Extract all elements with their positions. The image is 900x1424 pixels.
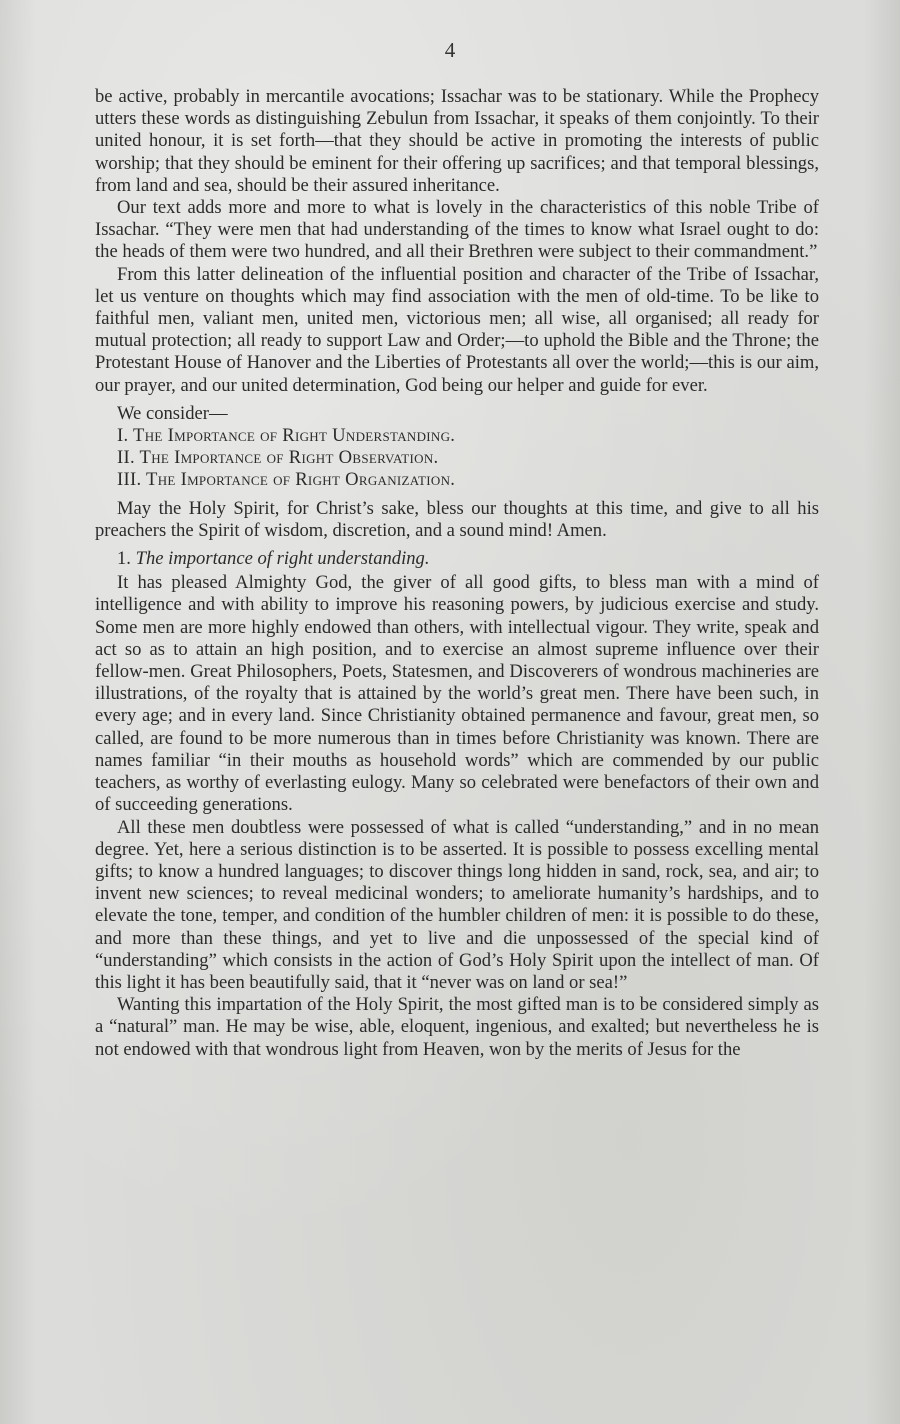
section-heading xyxy=(95,548,819,570)
outline-intro: We consider— xyxy=(117,402,228,424)
paragraph-issachar-zebulun: be active, probably in mercantile avocations; Issachar was to be stationary. While the Prophecy utters these words as distinguishing Zebulun from Issachar, it speaks of them conjointly. To their united honour, it is set forth—that they should be active in promoting the interests of public worship; that they should be eminent for their offering up sacrifices; and that temporal blessings, from land and sea, should be their assured inheritance. xyxy=(95,86,819,196)
section-title: The importance of right understanding. xyxy=(135,548,430,570)
paragraph-understanding: All these men doubtless were possessed of what is called “understanding,” and in no mean degree. Yet, here a serious distinction is to be asserted. It is possible to possess excelling mental gifts; to know a hundred languages; to discover things long hidden in sand, rock, sea, and air; to invent new sciences; to reveal medicinal wonders; to ameliorate humanity’s hardships, and to elevate the tone, temper, and condition of the humbler children of men: it is possible to do these, and more than these things, and yet to live and die unpossessed of the special kind of “understanding” which consists in the action of God’s Holy Spirit upon the intellect of man. Of this light it has been beautifully said, that it “never was on land or sea!” xyxy=(95,816,819,993)
sermon-outline xyxy=(95,403,819,492)
paragraph-prayer: May the Holy Spirit, for Christ’s sake, bless our thoughts at this time, and give to all his preachers the Spirit of wisdom, discretion, and a sound mind! Amen. xyxy=(95,497,819,541)
paragraph-delineation: From this latter delineation of the influential position and character of the Tribe of Issachar, let us venture on thoughts which may find association with the men of old-time. To be like to faithful men, valiant men, united men, victorious men; all wise, all organised; all ready for mutual protection; all ready to support Law and Order;—to uphold the Bible and the Throne; the Protestant House of Hanover and the Liberties of Protestants all over the world;—this is our aim, our prayer, and our united determination, God being our helper and guide for ever. xyxy=(95,263,819,396)
section-number: 1. xyxy=(117,548,131,570)
paragraph-natural-man: Wanting this impartation of the Holy Spirit, the most gifted man is to be considered simply as a “natural” man. He may be wise, able, eloquent, ingenious, and exalted; but nevertheless he is not endowed with that wondrous light from Heaven, won by the merits of Jesus for the xyxy=(95,994,819,1060)
outline-item-organization: III. The Importance of Right Organization. xyxy=(117,469,456,491)
paragraph-text-characteristics: Our text adds more and more to what is lovely in the characteristics of this noble Tribe of Issachar. “They were men that had understanding of the times to know what Israel ought to do: the heads of them were two hundred, and all their Brethren were subject to their commandment.” xyxy=(95,197,819,263)
page-number: 4 xyxy=(444,38,456,62)
body-text xyxy=(95,86,819,1061)
outline-item-observation: II. The Importance of Right Observation. xyxy=(117,447,439,469)
paragraph-great-men: It has pleased Almighty God, the giver of all good gifts, to bless man with a mind of intelligence and with ability to improve his reasoning powers, by judicious exercise and study. Some men are more highly endowed than others, with intellectual vigour. They write, speak and act so as to attain an high position, and to exercise an almost supreme influence over their fellow-men. Great Philosophers, Poets, Statesmen, and Discoverers of wondrous machineries are illustrations, of the royalty that is attained by the world’s great men. There have been such, in every age; and in every land. Since Christianity obtained permanence and favour, great men, so called, are found to be more numerous than in times before Christianity was known. There are names familiar “in their mouths as household words” which are commended by our public teachers, as worthy of everlasting eulogy. Many so celebrated were benefactors of their own and of succeeding generations. xyxy=(95,572,819,816)
outline-item-understanding: I. The Importance of Right Understanding. xyxy=(117,425,456,447)
